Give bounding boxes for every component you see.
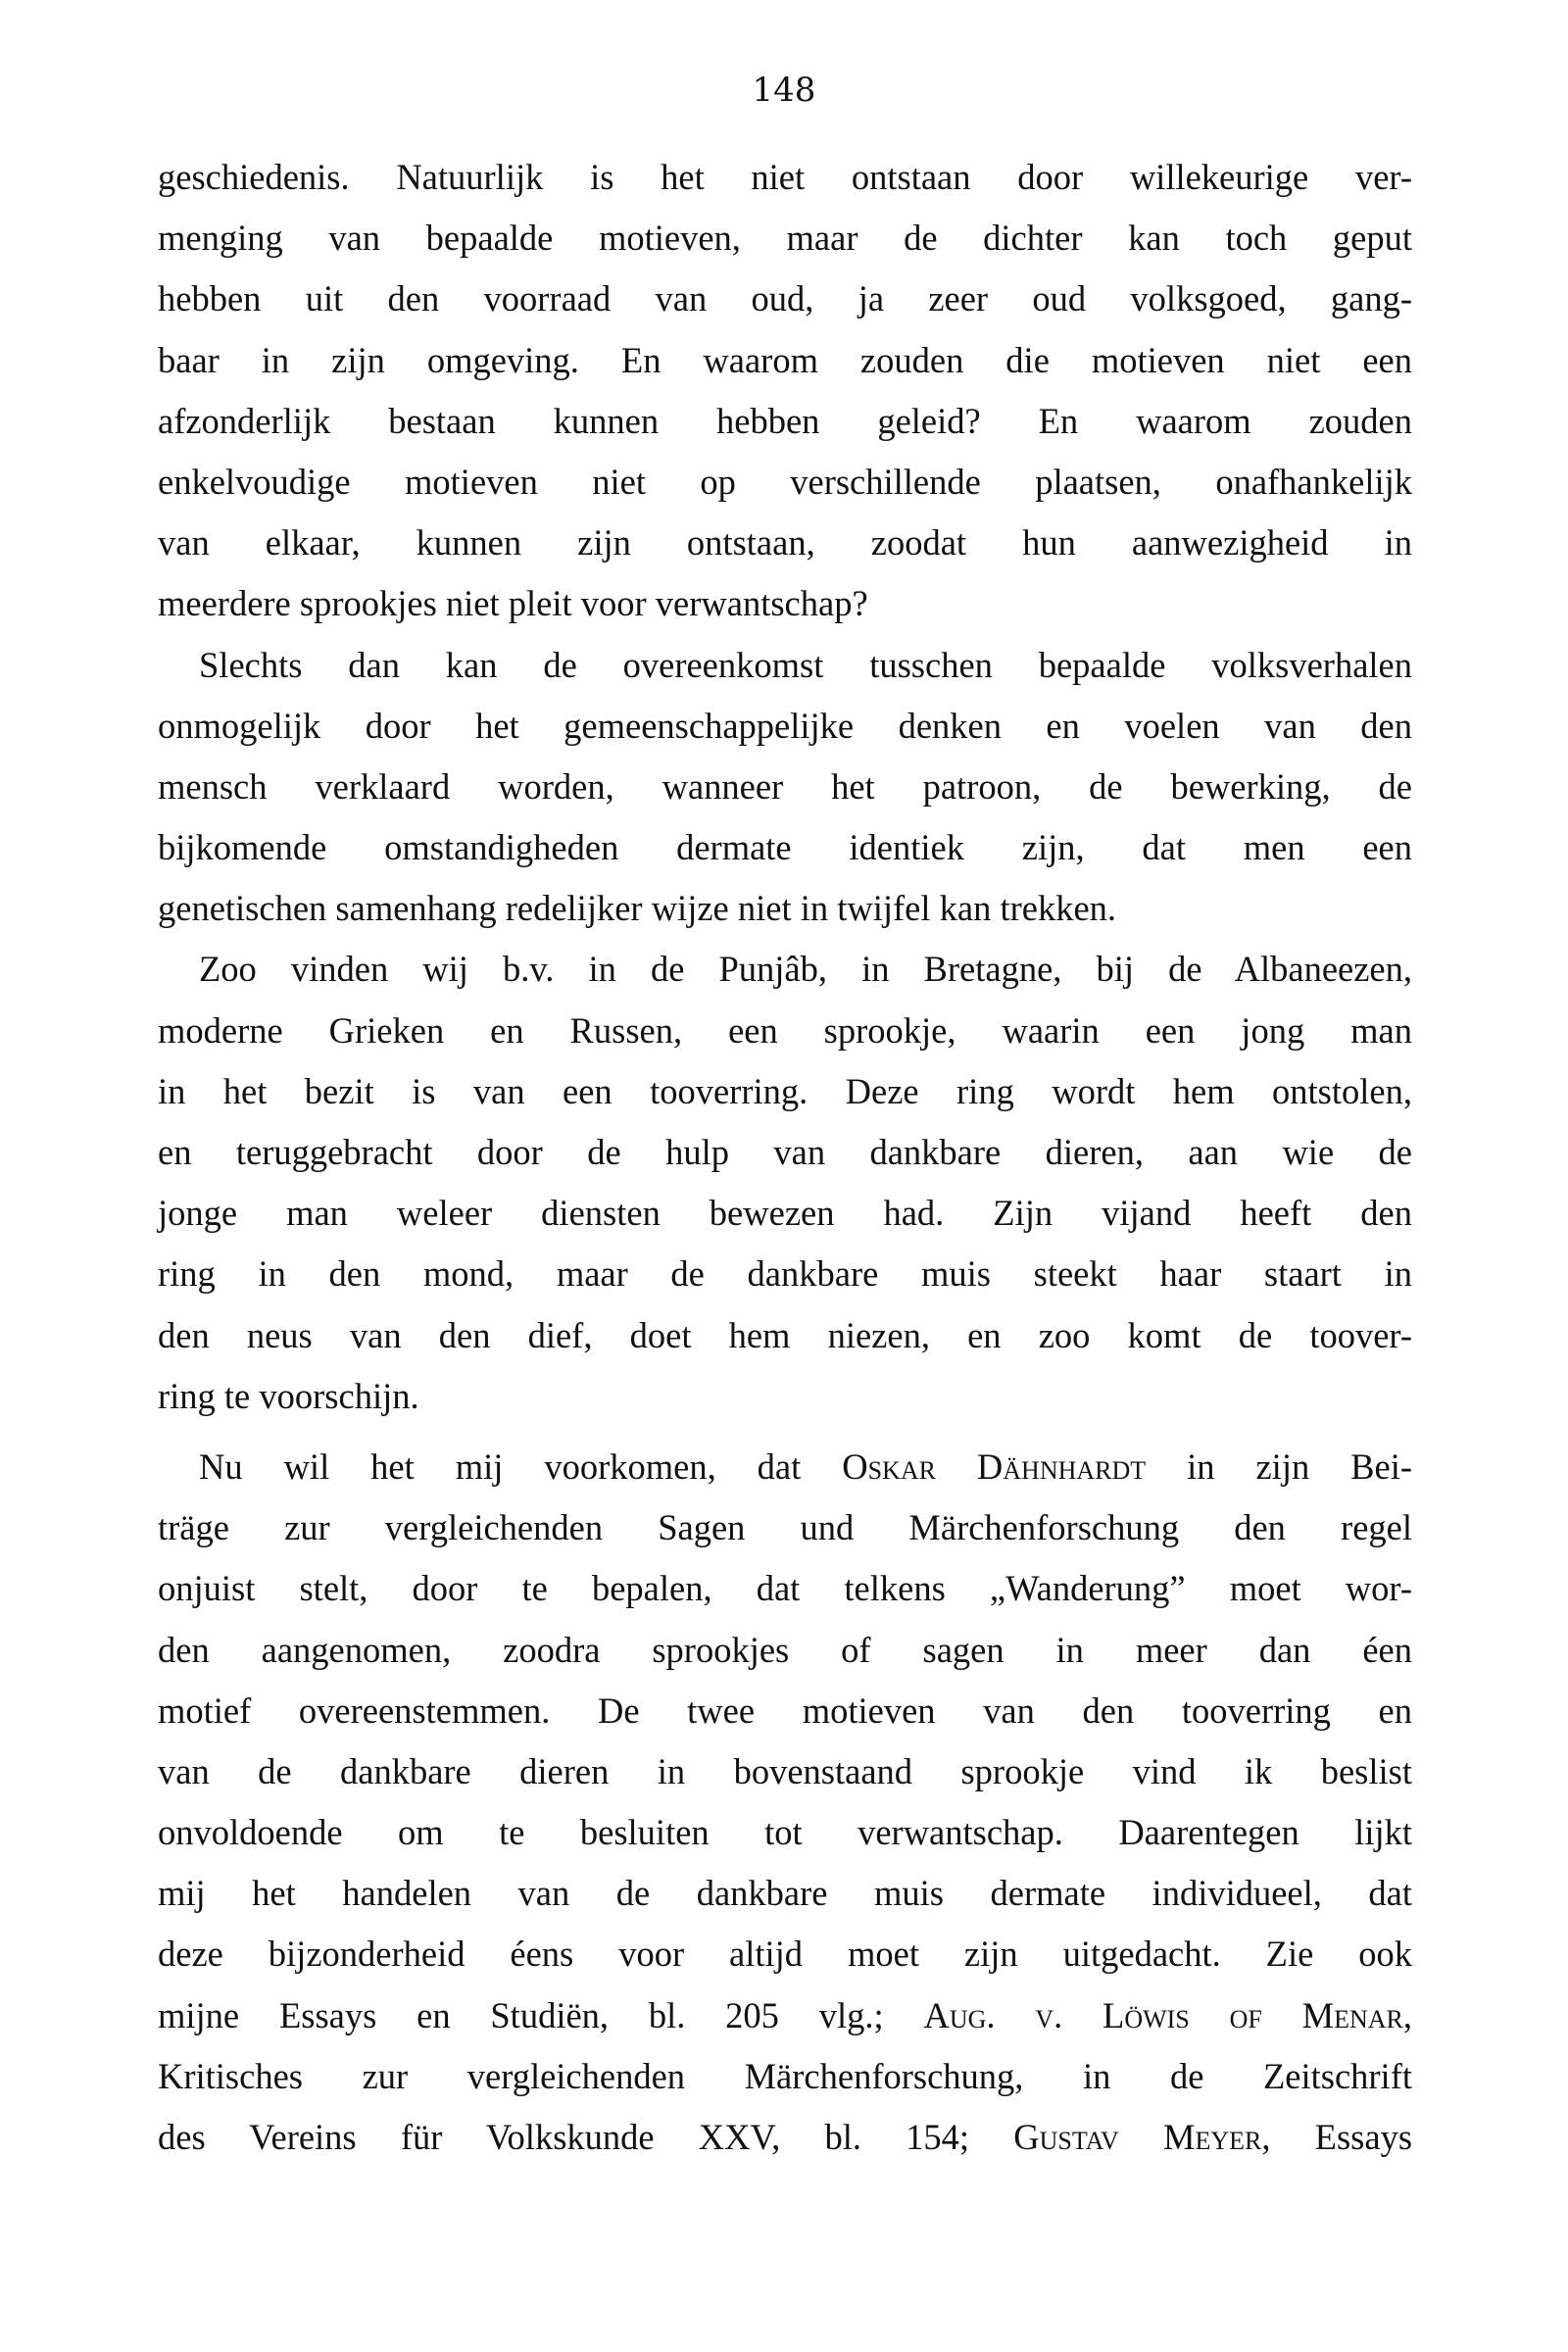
paragraph-2 xyxy=(158,635,1412,940)
text-line: baar in zijn omgeving. En waarom zouden die motieven niet een xyxy=(158,339,1412,380)
text-line xyxy=(158,1437,1412,1497)
page-number: 148 xyxy=(752,71,816,110)
text-line: in het bezit is van een tooverring. Deze ring wordt hem ontstolen, xyxy=(158,1070,1412,1111)
paragraph-1 xyxy=(158,147,1412,635)
text-line: motief overeenstemmen. De twee motieven van den tooverring en xyxy=(158,1690,1412,1731)
text-line: mensch verklaard worden, wanneer het patroon, de bewerking, de xyxy=(158,765,1412,807)
text-line: ring in den mond, maar de dankbare muis steekt haar staart in xyxy=(158,1253,1412,1295)
paragraph-4 xyxy=(158,1437,1412,2168)
text-line: mij het handelen van de dankbare muis dermate individueel, dat xyxy=(158,1873,1412,1914)
text-line xyxy=(158,2107,1412,2168)
text-fragment: Nu wil het mij voorkomen, dat xyxy=(199,1446,802,1487)
text-fragment: in zijn Bei- xyxy=(1187,1446,1413,1487)
text-line: Slechts dan kan de overeenkomst tusschen bepaalde volksverhalen xyxy=(199,644,1412,685)
paragraph-3 xyxy=(158,939,1412,1427)
text-line: Zoo vinden wij b.v. in de Punjâb, in Bretagne, bij de Albaneezen, xyxy=(199,949,1412,990)
author-name: Gustav Meyer xyxy=(1013,2117,1262,2157)
author-name: Aug. v. Löwis of Menar xyxy=(923,1994,1403,2035)
text-line: menging van bepaalde motieven, maar de dichter kan toch geput xyxy=(158,218,1412,259)
text-line: en teruggebracht door de hulp van dankbare dieren, aan wie de xyxy=(158,1132,1412,1172)
text-line: deze bijzonderheid éens voor altijd moet zijn uitgedacht. Zie ook xyxy=(158,1934,1412,1975)
text-line: hebben uit den voorraad van oud, ja zeer oud volksgoed, gang- xyxy=(158,278,1412,319)
text-line: den aangenomen, zoodra sprookjes of sagen in meer dan éen xyxy=(158,1629,1412,1670)
text-fragment: des Vereins für Volkskunde XXV, bl. 154; xyxy=(158,2117,970,2157)
text-fragment: , xyxy=(1402,1994,1413,2035)
text-line: träge zur vergleichenden Sagen und Märchenforschung den regel xyxy=(158,1507,1412,1548)
text-line: genetischen samenhang redelijker wijze niet in twijfel kan trekken. xyxy=(158,888,1117,929)
text-line: moderne Grieken en Russen, een sprookje, waarin een jong man xyxy=(158,1009,1412,1051)
text-line: jonge man weleer diensten bewezen had. Zijn vijand heeft den xyxy=(158,1193,1412,1234)
text-line: meerdere sprookjes niet pleit voor verwantschap? xyxy=(158,583,868,624)
text-fragment: , Essays xyxy=(1261,2117,1413,2157)
text-line: onvoldoende om te besluiten tot verwantschap. Daarentegen lijkt xyxy=(158,1812,1412,1853)
text-fragment: mijne Essays en Studiën, bl. 205 vlg.; xyxy=(158,1994,884,2035)
text-line: enkelvoudige motieven niet op verschillende plaatsen, onafhankelijk xyxy=(158,461,1412,502)
body-text xyxy=(158,147,1412,2168)
text-line xyxy=(158,1985,1412,2046)
text-line: ring te voorschijn. xyxy=(158,1375,419,1416)
text-line: Kritisches zur vergleichenden Märchenforschung, in de Zeitschrift xyxy=(158,2055,1412,2096)
author-name: Oskar Dähnhardt xyxy=(842,1446,1147,1487)
text-line: onjuist stelt, door te bepalen, dat telkens „Wanderung” moet wor- xyxy=(158,1568,1412,1609)
text-line: van de dankbare dieren in bovenstaand sprookje vind ik beslist xyxy=(158,1750,1412,1791)
text-line: onmogelijk door het gemeenschappelijke denken en voelen van den xyxy=(158,705,1412,746)
text-line: afzonderlijk bestaan kunnen hebben geleid? En waarom zouden xyxy=(158,400,1412,441)
text-line: geschiedenis. Natuurlijk is het niet ontstaan door willekeurige ver- xyxy=(158,157,1412,197)
text-line: den neus van den dief, doet hem niezen, en zoo komt de toover- xyxy=(158,1314,1412,1355)
text-line: bijkomende omstandigheden dermate identiek zijn, dat men een xyxy=(158,827,1412,868)
text-line: van elkaar, kunnen zijn ontstaan, zoodat hun aanwezigheid in xyxy=(158,522,1412,564)
